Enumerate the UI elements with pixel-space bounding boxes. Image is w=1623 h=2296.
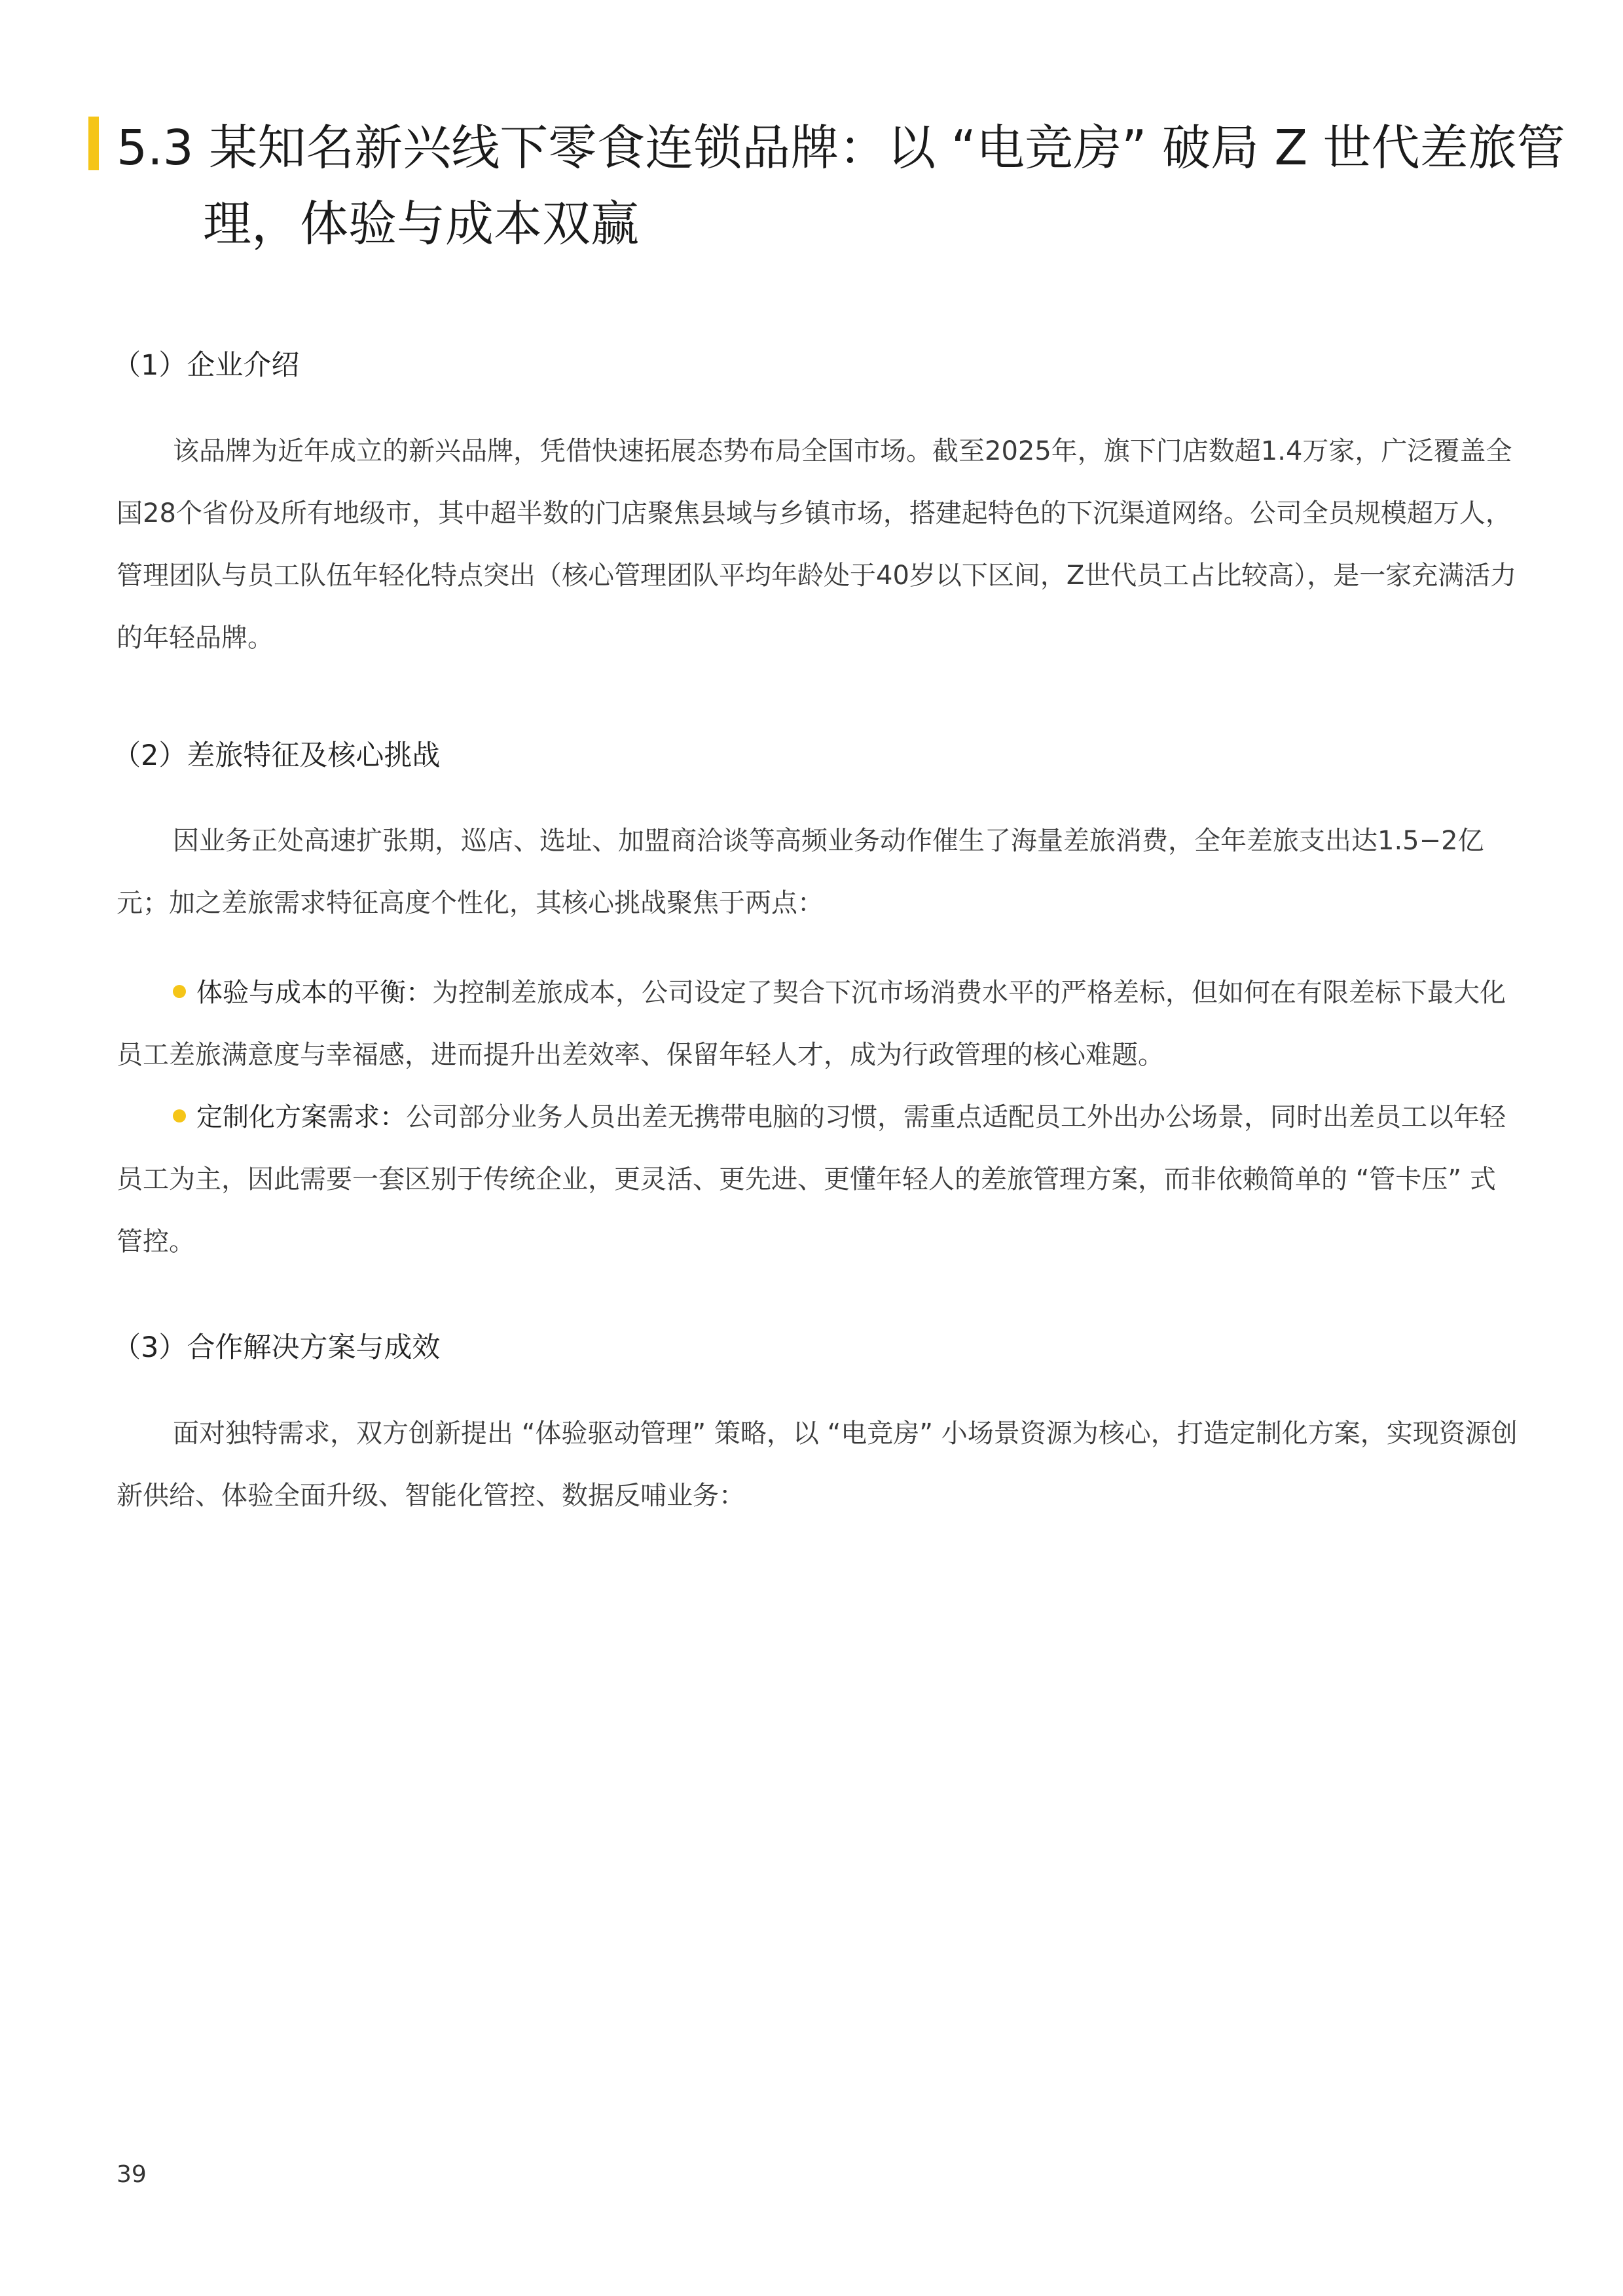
section-heading-travel-challenges: （2）差旅特征及核心挑战 [113, 739, 441, 772]
bullet-text: 公司部分业务人员出差无携带电脑的习惯，需重点适配员工外出办公场景，同时出差员工以年轻员工为主，因此需要一套区别于传统企业，更灵活、更先进、更懂年轻人的差旅管理方案，而非依赖简单的 “管卡压” 式管控。 [117, 1102, 1506, 1257]
paragraph-company-intro [117, 420, 1518, 669]
page-number: 39 [117, 2161, 147, 2188]
title-accent-bar [88, 117, 99, 170]
paragraph-company-intro-text: 该品牌为近年成立的新兴品牌，凭借快速拓展态势布局全国市场。截至2025年，旗下门店数超1.4万家，广泛覆盖全国28个省份及所有地级市，其中超半数的门店聚焦县域与乡镇市场，搭建起特色的下沉渠道网络。公司全员规模超万人，管理团队与员工队伍年轻化特点突出（核心管理团队平均年龄处于40岁以下区间，Z世代员工占比较高），是一家充满活力的年轻品牌。 [117, 436, 1517, 653]
page-title [117, 110, 1565, 262]
bullet-text: 为控制差旅成本，公司设定了契合下沉市场消费水平的严格差标，但如何在有限差标下最大化员工差旅满意度与幸福感，进而提升出差效率、保留年轻人才，成为行政管理的核心难题。 [117, 978, 1506, 1070]
paragraph-travel-challenges-text: 因业务正处高速扩张期，巡店、选址、加盟商洽谈等高频业务动作催生了海量差旅消费，全年差旅支出达1.5−2亿元；加之差旅需求特征高度个性化，其核心挑战聚焦于两点： [117, 826, 1484, 918]
bullet-label: 定制化方案需求： [196, 1102, 406, 1132]
bullet-item [117, 1086, 1518, 1273]
bullet-dot-icon [173, 1109, 186, 1122]
title-line-2: 理，体验与成本双赢 [203, 196, 639, 252]
paragraph-travel-challenges [117, 810, 1518, 935]
section-heading-solution: （3）合作解决方案与成效 [113, 1331, 441, 1364]
paragraph-solution-text: 面对独特需求，双方创新提出 “体验驱动管理” 策略，以 “电竞房” 小场景资源为核心，打造定制化方案，实现资源创新供给、体验全面升级、智能化管控、数据反哺业务： [117, 1418, 1518, 1511]
bullet-item [117, 962, 1518, 1086]
paragraph-solution [117, 1403, 1518, 1527]
bullet-label: 体验与成本的平衡： [196, 978, 432, 1008]
title-line-1: 5.3 某知名新兴线下零食连锁品牌：以 “电竞房” 破局 Z 世代差旅管 [117, 120, 1565, 176]
section-heading-company-intro: （1）企业介绍 [113, 349, 300, 382]
bullet-dot-icon [173, 985, 186, 998]
